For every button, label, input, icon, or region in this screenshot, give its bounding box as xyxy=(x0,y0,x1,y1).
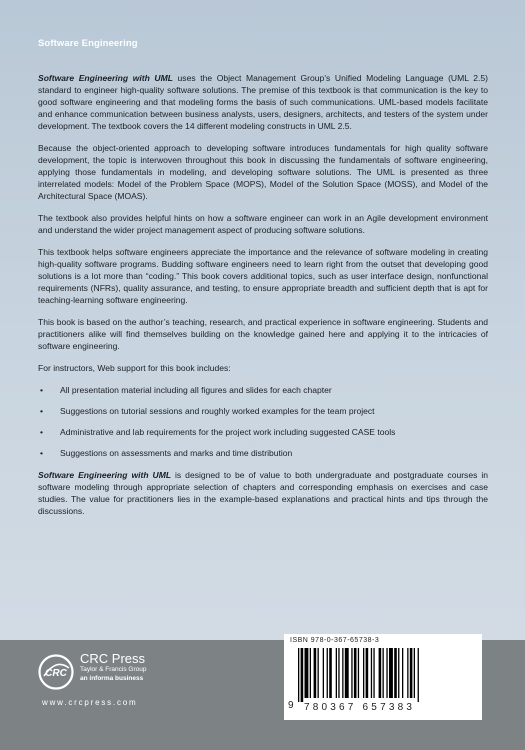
barcode-bars xyxy=(298,648,470,702)
bullet-icon: • xyxy=(40,384,43,395)
paragraph-experience: This book is based on the author’s teaching, research, and practical experience in software engineering. Students and practitioners alike will find themselves building on the knowledge gained here and applying it to the intricacies of software engineering. xyxy=(38,316,488,352)
paragraph-agile: The textbook also provides helpful hints on how a software engineer can work in an Agile development environment and understand the wider project management aspect of producing software solutions. xyxy=(38,213,488,236)
book-title-emphasis: Software Engineering with UML xyxy=(38,469,172,480)
paragraph-intro: Software Engineering with UML uses the Object Management Group’s Unified Modeling Language (UML 2.5) standard to engineer high-quality software solutions. The premise of this textbook is that communication is the key to good software engineering and that modeling forms the basis of such communications. UML-based models facilitate and enhance communication between business analysts, users, designers, architects, and testers of the system under development. The textbook covers the 14 different modeling constructs in UML 2.5. xyxy=(38,73,488,132)
barcode-bar xyxy=(402,648,403,698)
bullet-icon: • xyxy=(40,447,43,458)
paragraph-importance: This textbook helps software engineers appreciate the importance and the relevance of software modeling in creating high-quality software programs. Budding software engineers need to learn right from the outset that developing good solutions is a lot more than “coding.” This book covers additional topics, such as user interface design, nonfunctional requirements (NFRs), quality assurance, and testing, to ensure appropriate breadth and sufficient depth that is apt for teaching-learning software engineering. xyxy=(38,246,488,306)
barcode-bar xyxy=(389,648,393,698)
barcode-bar xyxy=(305,648,309,698)
barcode-lead-digit: 9 xyxy=(288,700,294,711)
book-title-emphasis: Software Engineering with UML xyxy=(38,73,173,83)
barcode-bar xyxy=(398,648,399,698)
barcode-bar xyxy=(386,648,387,698)
publisher-parent: an informa business xyxy=(80,674,144,682)
publisher-website: www.crcpress.com xyxy=(42,698,138,707)
crc-logo-icon xyxy=(38,654,74,690)
bullet-icon: • xyxy=(40,426,43,437)
paragraph-value: Software Engineering with UML is designed to be of value to both undergraduate and postgraduate courses in software modeling through appropriate selection of chapters and corresponding emphasis on exercises and case studies. The value for practitioners lies in the example-based explanations and practical hints and tips through the discussions. xyxy=(38,469,488,517)
list-item: • Administrative and lab requirements for the project work including suggested CASE tools xyxy=(40,426,396,437)
barcode-bar xyxy=(394,648,397,698)
publisher-info xyxy=(80,651,146,683)
barcode-bar xyxy=(414,648,415,698)
series-title: Software Engineering xyxy=(38,38,138,49)
barcode-bar xyxy=(407,648,408,698)
list-item: • Suggestions on tutorial sessions and roughly worked examples for the team project xyxy=(40,405,375,416)
barcode-bar xyxy=(336,648,337,698)
barcode-bar xyxy=(366,648,369,698)
barcode-bar xyxy=(371,648,372,698)
barcode-bar xyxy=(329,648,332,698)
barcode-digits: 780367 657383 xyxy=(304,702,416,713)
barcode-bar xyxy=(301,648,304,702)
paragraph-oo-approach: Because the object-oriented approach to developing software introduces fundamentals for high quality software development, the topic is interwoven throughout this book in discussing the fundamentals of software engineering, applying those fundamentals in modeling, and developing software solutions. The UML is presented as three interrelated models: Model of the Problem Space (MOPS), Model of the Solution Space (MOSS), and Model of the Architectural Space (MOAS). xyxy=(38,143,488,202)
isbn-label: ISBN 978-0-367-65738-3 xyxy=(290,637,380,644)
barcode-bar xyxy=(298,648,299,702)
barcode-bar xyxy=(373,648,374,698)
bullet-icon: • xyxy=(40,405,43,416)
barcode-bar xyxy=(379,648,382,698)
barcode-bar xyxy=(314,648,317,698)
publisher-name: CRC Press xyxy=(80,651,146,666)
barcode-bar xyxy=(354,648,357,698)
publisher-group: Taylor & Francis Group xyxy=(80,666,147,673)
barcode xyxy=(284,634,482,720)
list-item: • All presentation material including all figures and slides for each chapter xyxy=(40,384,332,395)
barcode-bar xyxy=(410,648,413,698)
barcode-bar xyxy=(327,648,328,698)
barcode-bar xyxy=(363,648,364,698)
list-item: • Suggestions on assessments and marks and time distribution xyxy=(40,447,293,458)
barcode-bar xyxy=(342,648,343,698)
web-support-list xyxy=(38,384,488,459)
barcode-bar xyxy=(351,648,352,698)
logo-text: CRC xyxy=(45,668,67,679)
barcode-bar xyxy=(338,648,339,698)
barcode-bar xyxy=(323,648,324,698)
barcode-bar xyxy=(310,648,311,698)
barcode-bar xyxy=(358,648,359,698)
barcode-bar xyxy=(383,648,384,698)
barcode-bar xyxy=(318,648,319,698)
barcode-bar xyxy=(345,648,349,698)
paragraph-instructors: For instructors, Web support for this book includes: xyxy=(38,362,231,373)
barcode-bar xyxy=(418,648,419,702)
description-text xyxy=(38,72,488,527)
